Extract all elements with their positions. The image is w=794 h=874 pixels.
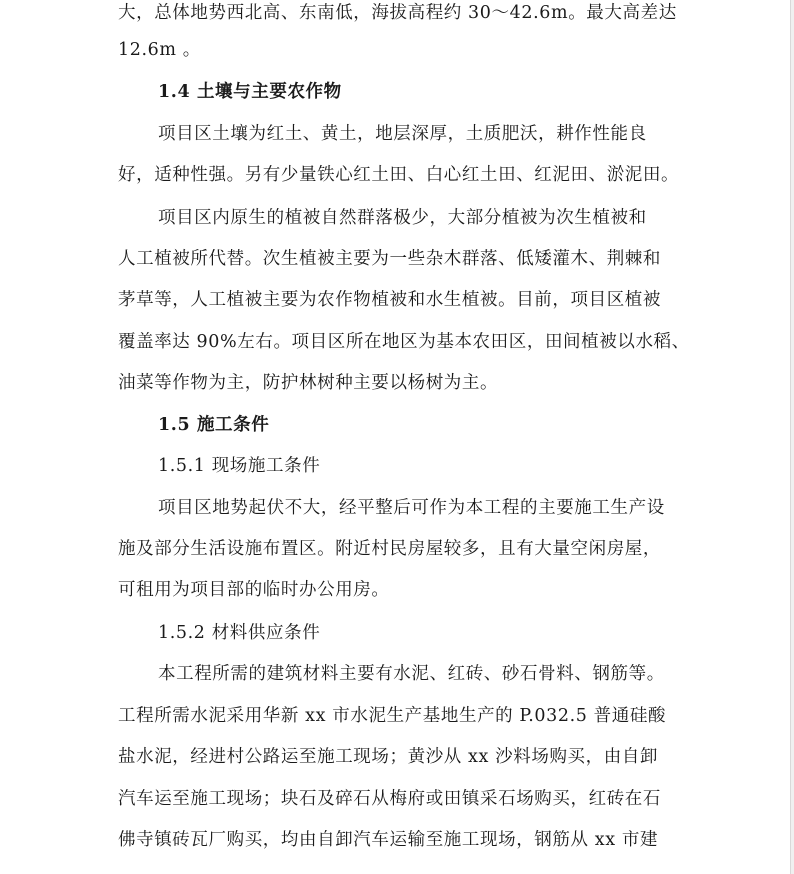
paragraph-line: 可租用为项目部的临时办公用房。: [118, 580, 390, 600]
paragraph-line: 覆盖率达 90%左右。项目区所在地区为基本农田区，田间植被以水稻、: [118, 332, 690, 352]
paragraph-line: 人工植被所代替。次生植被主要为一些杂木群落、低矮灌木、荆棘和: [118, 249, 661, 269]
paragraph-line: 项目区地势起伏不大，经平整后可作为本工程的主要施工生产设: [158, 498, 665, 518]
paragraph-line: 好，适种性强。另有少量铁心红土田、白心红土田、红泥田、淤泥田。: [118, 165, 680, 185]
subsection-heading-1-5-2: 1.5.2 材料供应条件: [158, 623, 321, 643]
paragraph-line: 施及部分生活设施布置区。附近村民房屋较多，且有大量空闲房屋，: [118, 539, 661, 559]
paragraph-line: 工程所需水泥采用华新 xx 市水泥生产基地生产的 P.032.5 普通硅酸: [118, 706, 667, 726]
section-heading-1-5: 1.5 施工条件: [158, 415, 270, 435]
paragraph-line: 大，总体地势西北高、东南低，海拔高程约 30～42.6m。最大高差达: [118, 3, 677, 23]
paragraph-line: 佛寺镇砖瓦厂购买，均由自卸汽车运输至施工现场，钢筋从 xx 市建: [118, 830, 659, 850]
paragraph-line: 盐水泥，经进村公路运至施工现场；黄沙从 xx 沙料场购买，由自卸: [118, 747, 659, 767]
paragraph-line: 油菜等作物为主，防护林树种主要以杨树为主。: [118, 373, 499, 393]
section-heading-1-4: 1.4 土壤与主要农作物: [158, 82, 342, 102]
paragraph-line: 项目区内原生的植被自然群落极少，大部分植被为次生植被和: [158, 208, 647, 228]
paragraph-line: 项目区土壤为红土、黄土，地层深厚，土质肥沃，耕作性能良: [158, 124, 647, 144]
paragraph-line: 本工程所需的建筑材料主要有水泥、红砖、砂石骨料、钢筋等。: [158, 664, 665, 684]
paragraph-line: 12.6m 。: [118, 40, 201, 60]
paragraph-line: 茅草等，人工植被主要为农作物植被和水生植被。目前，项目区植被: [118, 290, 661, 310]
subsection-heading-1-5-1: 1.5.1 现场施工条件: [158, 456, 321, 476]
paragraph-line: 汽车运至施工现场；块石及碎石从梅府或田镇采石场购买，红砖在石: [118, 789, 661, 809]
